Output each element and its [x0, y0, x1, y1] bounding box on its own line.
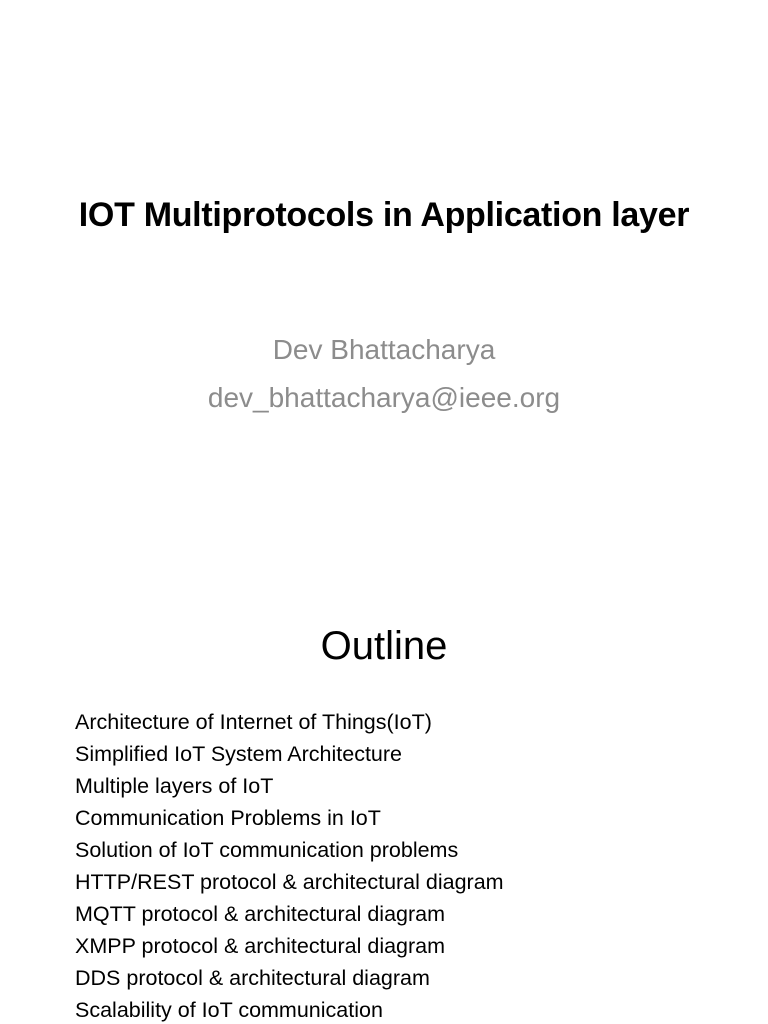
list-item: HTTP/REST protocol & architectural diagram — [75, 870, 504, 894]
list-item: Scalability of IoT communication — [75, 998, 383, 1022]
list-item: MQTT protocol & architectural diagram — [75, 902, 446, 926]
list-item: Simplified IoT System Architecture — [75, 742, 403, 766]
list-item: DDS protocol & architectural diagram — [75, 966, 430, 990]
list-item: Architecture of Internet of Things(IoT) — [75, 710, 432, 734]
list-item: Solution of IoT communication problems — [75, 838, 459, 862]
outline-heading: Outline — [320, 624, 448, 668]
outline-slide — [0, 576, 768, 1024]
slide-title: IOT Multiprotocols in Application layer — [78, 196, 690, 234]
list-item: Multiple layers of IoT — [75, 774, 274, 798]
author-email: dev_bhattacharya@ieee.org — [207, 382, 561, 413]
list-item: Communication Problems in IoT — [75, 806, 381, 830]
list-item: XMPP protocol & architectural diagram — [75, 934, 446, 958]
author-name: Dev Bhattacharya — [272, 334, 496, 365]
outline-list — [75, 706, 504, 1024]
